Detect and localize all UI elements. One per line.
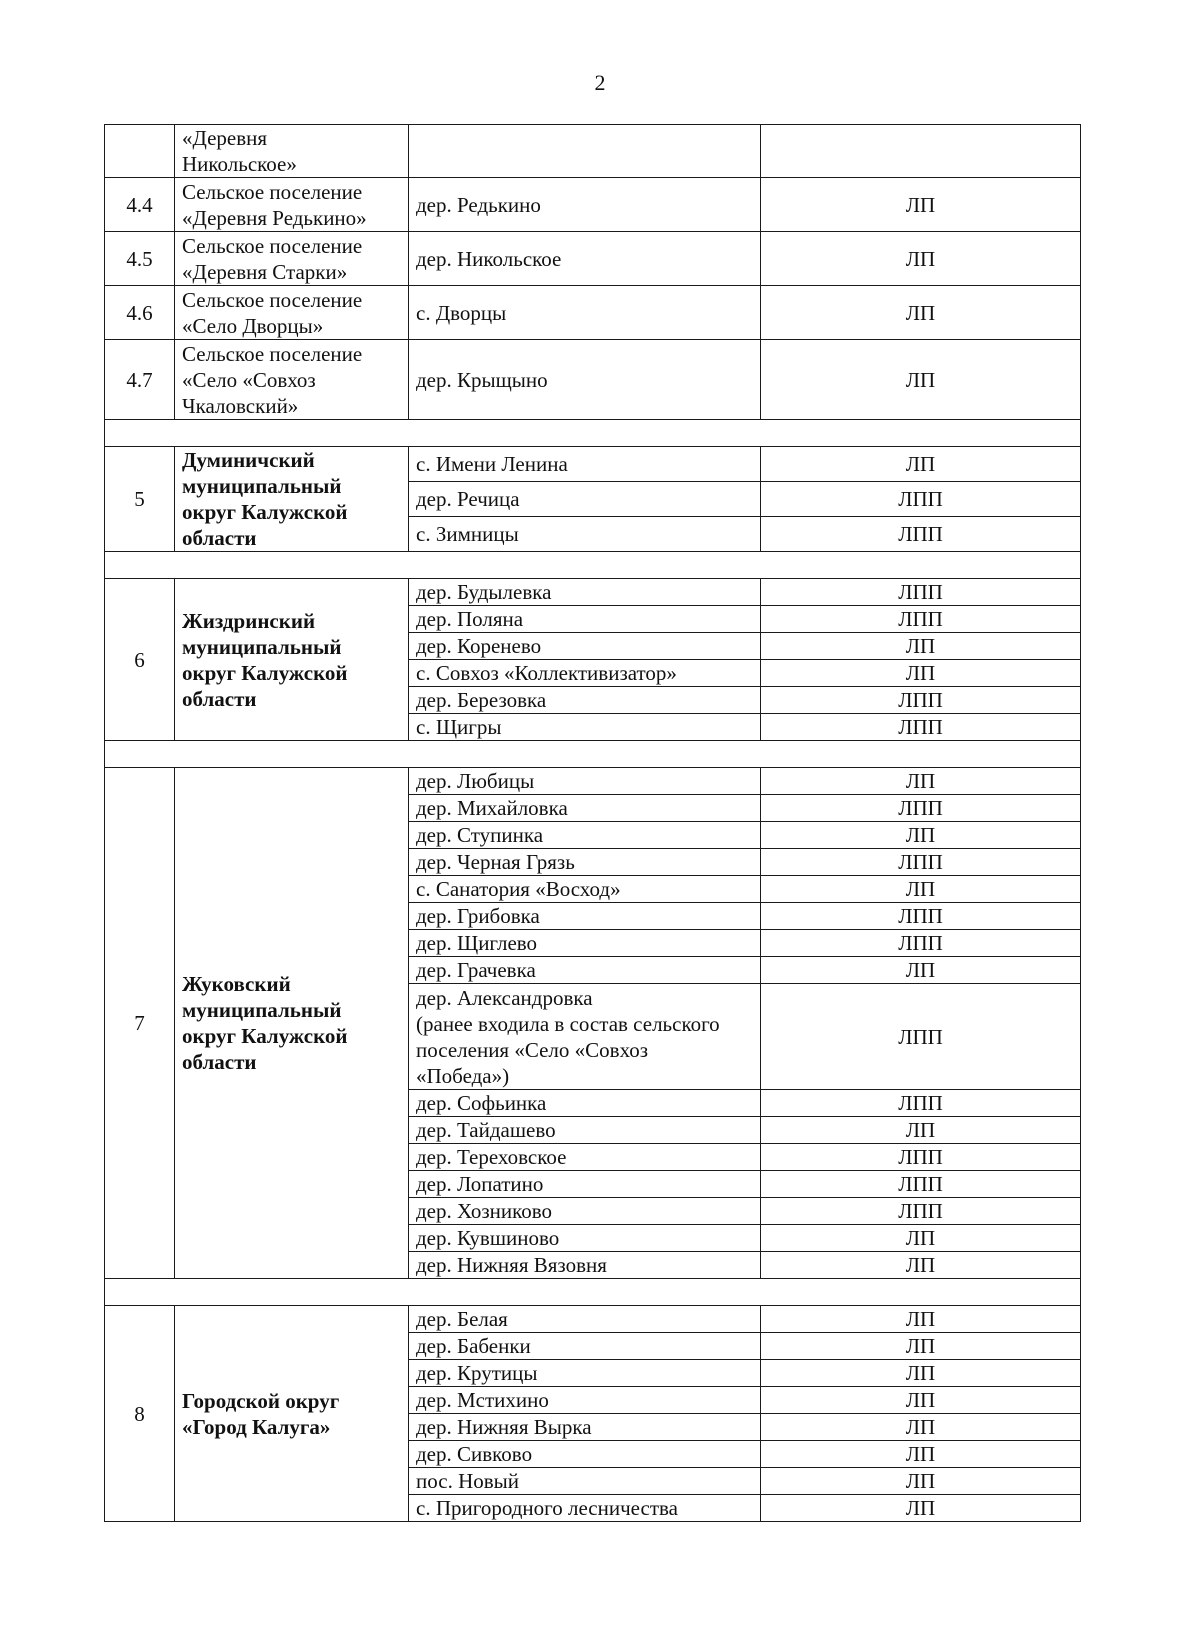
status-cell: ЛП <box>761 232 1081 286</box>
status-cell: ЛП <box>761 447 1081 482</box>
status-cell: ЛПП <box>761 903 1081 930</box>
status-cell: ЛПП <box>761 849 1081 876</box>
village-cell <box>409 849 761 876</box>
settlement-name-cell <box>175 286 409 340</box>
village-cell <box>409 876 761 903</box>
village-cell <box>409 903 761 930</box>
village-name: с. Пригородного лесничества <box>416 1496 678 1520</box>
village-name: дер. Нижняя Вязовня <box>416 1253 607 1277</box>
table-row <box>105 768 1081 795</box>
page-number: 2 <box>594 70 606 95</box>
village-name: дер. Сивково <box>416 1442 533 1466</box>
village-cell <box>409 447 761 482</box>
status-cell: ЛПП <box>761 930 1081 957</box>
settlement-name-line: «Деревня Редькино» <box>182 205 367 230</box>
village-cell <box>409 768 761 795</box>
status-cell: ЛПП <box>761 1198 1081 1225</box>
village-cell <box>409 1117 761 1144</box>
district-name-line: Жуковский <box>182 972 291 996</box>
table-row <box>105 125 1081 178</box>
district-name-line: муниципальный <box>182 634 342 659</box>
village-cell <box>409 482 761 517</box>
village-cell <box>409 660 761 687</box>
village-cell <box>409 930 761 957</box>
status-cell: ЛПП <box>761 517 1081 552</box>
village-name: дер. Белая <box>416 1307 508 1331</box>
village-cell <box>409 714 761 741</box>
spacer-cell <box>105 1279 1081 1306</box>
settlement-name-line: Никольское» <box>182 152 297 176</box>
village-name: дер. Речица <box>416 487 520 511</box>
settlement-name-line: Сельское поселение <box>182 341 363 366</box>
village-note-line: поселения «Село «Совхоз <box>416 1037 649 1062</box>
district-number-cell: 7 <box>105 768 175 1279</box>
village-cell <box>409 517 761 552</box>
village-name: дер. Мстихино <box>416 1388 549 1412</box>
village-name: дер. Ступинка <box>416 823 544 847</box>
status-cell: ЛПП <box>761 1171 1081 1198</box>
status-cell: ЛП <box>761 768 1081 795</box>
village-cell <box>409 1198 761 1225</box>
village-name: дер. Черная Грязь <box>416 850 575 874</box>
row-number-cell: 4.7 <box>105 340 175 420</box>
village-cell <box>409 1171 761 1198</box>
village-name: дер. Тайдашево <box>416 1118 556 1142</box>
spacer-cell <box>105 741 1081 768</box>
village-cell <box>409 1414 761 1441</box>
village-name: дер. Хозниково <box>416 1199 553 1223</box>
status-cell: ЛПП <box>761 984 1081 1090</box>
status-cell: ЛП <box>761 1252 1081 1279</box>
spacer-row <box>105 552 1081 579</box>
village-name: дер. Коренево <box>416 634 542 658</box>
village-name: дер. Любицы <box>416 769 535 793</box>
village-cell <box>409 687 761 714</box>
district-name-line: области <box>182 1050 257 1074</box>
status-cell: ЛП <box>761 1333 1081 1360</box>
row-number-cell: 4.5 <box>105 232 175 286</box>
table-row <box>105 447 1081 482</box>
village-cell <box>409 1468 761 1495</box>
status-cell: ЛП <box>761 1360 1081 1387</box>
village-cell <box>409 984 761 1090</box>
village-name: дер. Щиглево <box>416 931 538 955</box>
row-number-cell <box>105 125 175 178</box>
village-cell <box>409 1306 761 1333</box>
status-cell: ЛП <box>761 1441 1081 1468</box>
status-cell: ЛП <box>761 822 1081 849</box>
settlement-name-cell <box>175 232 409 286</box>
village-name: дер. Будылевка <box>416 580 552 604</box>
settlement-name-line: «Село «Совхоз <box>182 367 316 392</box>
district-name-cell <box>175 447 409 552</box>
status-cell: ЛП <box>761 1495 1081 1522</box>
settlements-table <box>104 124 1081 1522</box>
village-cell <box>409 1495 761 1522</box>
village-name: дер. Березовка <box>416 688 547 712</box>
status-cell: ЛП <box>761 286 1081 340</box>
status-cell <box>761 125 1081 178</box>
district-name-line: муниципальный <box>182 998 342 1022</box>
village-cell: дер. Крыщыно <box>409 340 761 420</box>
status-cell: ЛП <box>761 660 1081 687</box>
village-name: дер. Поляна <box>416 607 524 631</box>
village-name: с. Имени Ленина <box>416 452 568 476</box>
village-name: пос. Новый <box>416 1469 520 1493</box>
settlement-name-cell <box>175 340 409 420</box>
settlement-name-line: «Село Дворцы» <box>182 313 324 338</box>
village-name: дер. Михайловка <box>416 796 568 820</box>
status-cell: ЛП <box>761 1387 1081 1414</box>
village-cell <box>409 579 761 606</box>
district-name-line: Жиздринский <box>182 608 316 633</box>
village-cell <box>409 633 761 660</box>
status-cell: ЛП <box>761 1414 1081 1441</box>
settlement-name-line: «Деревня <box>182 126 268 150</box>
status-cell: ЛП <box>761 876 1081 903</box>
district-name-line: Городской округ <box>182 1388 340 1413</box>
row-number-cell: 4.4 <box>105 178 175 232</box>
settlement-name-line: Сельское поселение <box>182 287 363 312</box>
village-cell <box>409 1144 761 1171</box>
district-name-line: области <box>182 526 257 550</box>
district-name-line: округ Калужской <box>182 660 348 685</box>
spacer-row <box>105 1279 1081 1306</box>
table-body <box>105 125 1081 1522</box>
district-name-line: округ Калужской <box>182 500 348 524</box>
village-name: дер. Кувшиново <box>416 1226 560 1250</box>
status-cell: ЛПП <box>761 1144 1081 1171</box>
status-cell: ЛПП <box>761 606 1081 633</box>
village-cell <box>409 1090 761 1117</box>
settlement-name-line: Чкаловский» <box>182 393 299 418</box>
district-name-line: Думиничский <box>182 448 315 472</box>
status-cell: ЛП <box>761 340 1081 420</box>
district-name-cell <box>175 1306 409 1522</box>
village-cell <box>409 1252 761 1279</box>
village-cell <box>409 957 761 984</box>
district-name-line: «Город Калуга» <box>182 1414 331 1439</box>
settlement-name-cell <box>175 178 409 232</box>
settlement-name-cell <box>175 125 409 178</box>
settlement-name-line: Сельское поселение <box>182 179 363 204</box>
village-cell <box>409 1333 761 1360</box>
district-name-line: муниципальный <box>182 474 342 498</box>
spacer-cell <box>105 552 1081 579</box>
village-name: дер. Нижняя Вырка <box>416 1415 592 1439</box>
district-name-cell <box>175 768 409 1279</box>
status-cell: ЛПП <box>761 1090 1081 1117</box>
table-row <box>105 579 1081 606</box>
village-name: дер. Софьинка <box>416 1091 547 1115</box>
village-name: дер. Бабенки <box>416 1334 531 1358</box>
village-cell: дер. Никольское <box>409 232 761 286</box>
village-note-line: «Победа») <box>416 1063 510 1088</box>
village-cell <box>409 1360 761 1387</box>
table-row <box>105 340 1081 420</box>
table-row <box>105 1306 1081 1333</box>
village-name: дер. Тереховское <box>416 1145 567 1169</box>
table-row <box>105 232 1081 286</box>
spacer-row <box>105 420 1081 447</box>
spacer-row <box>105 741 1081 768</box>
table-row <box>105 286 1081 340</box>
village-name: с. Щигры <box>416 715 502 739</box>
status-cell: ЛП <box>761 1306 1081 1333</box>
status-cell: ЛПП <box>761 579 1081 606</box>
status-cell: ЛП <box>761 1225 1081 1252</box>
settlement-name-line: «Деревня Старки» <box>182 259 348 284</box>
village-name: дер. Грибовка <box>416 904 540 928</box>
status-cell: ЛПП <box>761 795 1081 822</box>
status-cell: ЛП <box>761 633 1081 660</box>
village-name: дер. Грачевка <box>416 958 536 982</box>
village-name: с. Зимницы <box>416 522 519 546</box>
settlement-name-line: Сельское поселение <box>182 233 363 258</box>
status-cell: ЛП <box>761 957 1081 984</box>
status-cell: ЛПП <box>761 714 1081 741</box>
district-name-line: области <box>182 686 257 711</box>
district-number-cell: 8 <box>105 1306 175 1522</box>
row-number-cell: 4.6 <box>105 286 175 340</box>
village-cell <box>409 1387 761 1414</box>
village-cell <box>409 606 761 633</box>
village-cell <box>409 795 761 822</box>
village-name: с. Совхоз «Коллективизатор» <box>416 661 677 685</box>
status-cell: ЛП <box>761 1117 1081 1144</box>
village-cell: с. Дворцы <box>409 286 761 340</box>
village-cell <box>409 822 761 849</box>
village-name: дер. Александровка <box>416 985 593 1010</box>
village-note-line: (ранее входила в состав сельского <box>416 1011 720 1036</box>
village-name: дер. Лопатино <box>416 1172 544 1196</box>
spacer-cell <box>105 420 1081 447</box>
village-name: с. Санатория «Восход» <box>416 877 621 901</box>
village-cell <box>409 1441 761 1468</box>
district-number-cell: 6 <box>105 579 175 741</box>
district-name-line: округ Калужской <box>182 1024 348 1048</box>
village-cell <box>409 125 761 178</box>
status-cell: ЛПП <box>761 482 1081 517</box>
village-cell: дер. Редькино <box>409 178 761 232</box>
status-cell: ЛП <box>761 178 1081 232</box>
status-cell: ЛП <box>761 1468 1081 1495</box>
village-cell <box>409 1225 761 1252</box>
district-number-cell: 5 <box>105 447 175 552</box>
table-row <box>105 178 1081 232</box>
village-name: дер. Крутицы <box>416 1361 538 1385</box>
status-cell: ЛПП <box>761 687 1081 714</box>
district-name-cell <box>175 579 409 741</box>
